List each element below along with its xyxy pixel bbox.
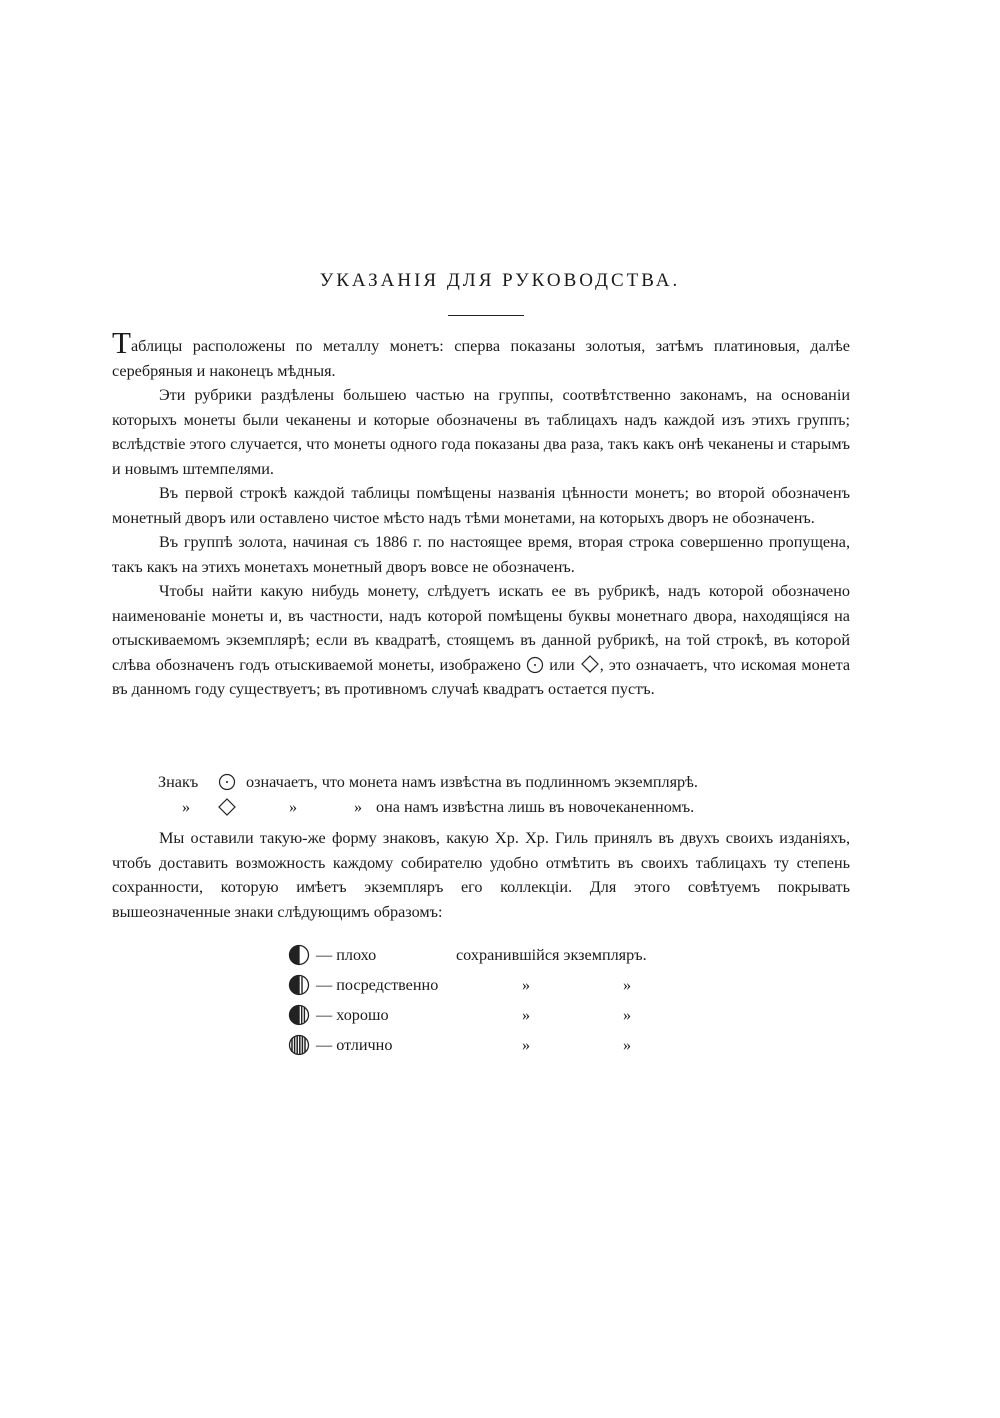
legend-row-restrike [158, 795, 858, 820]
grade-ditto: » [623, 976, 632, 994]
grade-row-good [288, 1000, 708, 1030]
grade-label: — хорошо [316, 1006, 389, 1024]
grade-row-poor [288, 940, 708, 970]
legend-original-text: означаетъ, что монета намъ извѣстна въ подлинномъ экземплярѣ. [246, 773, 698, 791]
drop-cap: Т [112, 325, 131, 360]
page-title: УКАЗАНІЯ ДЛЯ РУКОВОДСТВА. [319, 270, 681, 291]
grade-suffix: сохранившійся экземпляръ. [456, 946, 647, 964]
grade-label: — отлично [316, 1036, 393, 1054]
paragraph-5-text-c: , это означаетъ, что искомая монета въ данномъ году существуетъ; въ противномъ случаѣ квадратъ остается пустъ. [112, 655, 851, 698]
grade-ditto: » [522, 1006, 531, 1024]
grade-label: — плохо [316, 946, 377, 964]
circle-filled-bars-icon [288, 1034, 310, 1056]
paragraph-1 [112, 325, 850, 383]
paragraph-2: Эти рубрики раздѣлены большею частью на группы, соотвѣтственно законамъ, на основаніи которыхъ монеты были чеканены и которые обозначены въ таблицахъ надъ каждой изъ этихъ группъ; вслѣдствіе этого случается, что монеты одного года показаны два раза, такъ какъ онѣ чеканены и старымъ и новымъ штемпелями. [112, 386, 850, 478]
grade-label: — посредственно [316, 976, 439, 994]
legend-restrike-text: она намъ извѣстна лишь въ новочеканенномъ. [376, 798, 695, 816]
paragraph-5-text-b: или [549, 655, 575, 674]
grade-ditto: » [522, 976, 531, 994]
legend-ditto-1: » [182, 798, 191, 816]
legend-row-original [158, 770, 858, 795]
circle-half-icon [288, 944, 310, 966]
legend-ditto-3: » [354, 798, 363, 816]
paragraph-5-text-a: Чтобы найти какую нибудь монету, слѣдуетъ искать ее въ рубрикѣ, надъ которой обозначено наименованіе монеты и, въ частности, надъ которой помѣщены буквы монетнаго двора, находящіяся на отыскиваемомъ экземплярѣ; если въ квадратѣ, стоящемъ въ данной рубрикѣ, на той строкѣ, въ которой слѣва обозначенъ годъ отыскиваемой монеты, изображено [112, 582, 850, 674]
circle-two-bars-icon [288, 974, 310, 996]
instructions-text [112, 325, 851, 702]
symbol-legend [158, 770, 858, 820]
paragraph-3: Въ первой строкѣ каждой таблицы помѣщены названія цѣнности монетъ; во второй обозначенъ монетный дворъ или оставлено чистое мѣсто надъ тѣми монетами, на которыхъ дворъ не обозначенъ. [112, 484, 850, 527]
circle-three-bars-icon [288, 1004, 310, 1026]
dotted-circle-icon [526, 656, 544, 674]
grade-row-excellent [288, 1030, 708, 1060]
paragraph-4: Въ группѣ золота, начиная съ 1886 г. по настоящее время, вторая строка совершенно пропущена, такъ какъ на этихъ монетахъ монетный дворъ вовсе не обозначенъ. [112, 533, 850, 576]
grade-row-fair [288, 970, 708, 1000]
legend-word-sign: Знакъ [158, 773, 199, 791]
grade-ditto: » [522, 1036, 531, 1054]
legend-ditto-2: » [289, 798, 298, 816]
paragraph-5 [112, 579, 850, 702]
diamond-icon [580, 654, 600, 674]
grade-ditto: » [623, 1036, 632, 1054]
paragraph-6: Мы оставили такую-же форму знаковъ, какую Хр. Хр. Гиль принялъ въ двухъ своихъ изданіяхъ, чтобъ доставить возможность каждому собирателю удобно отмѣтить въ своихъ таблицахъ ту степень сохранности, которую имѣетъ экземпляръ его коллекціи. Для этого совѣтуемъ покрывать вышеозначенные знаки слѣдующимъ образомъ: [112, 829, 850, 921]
grading-intro [112, 826, 850, 924]
title-divider [448, 315, 524, 316]
grade-ditto: » [623, 1006, 632, 1024]
grade-list [288, 940, 708, 1060]
dotted-circle-icon [218, 773, 236, 791]
paragraph-1-text: аблицы расположены по металлу монетъ: сперва показаны золотыя, затѣмъ платиновыя, далѣе серебряныя и наконецъ мѣдныя. [112, 337, 850, 380]
diamond-icon [217, 797, 237, 817]
